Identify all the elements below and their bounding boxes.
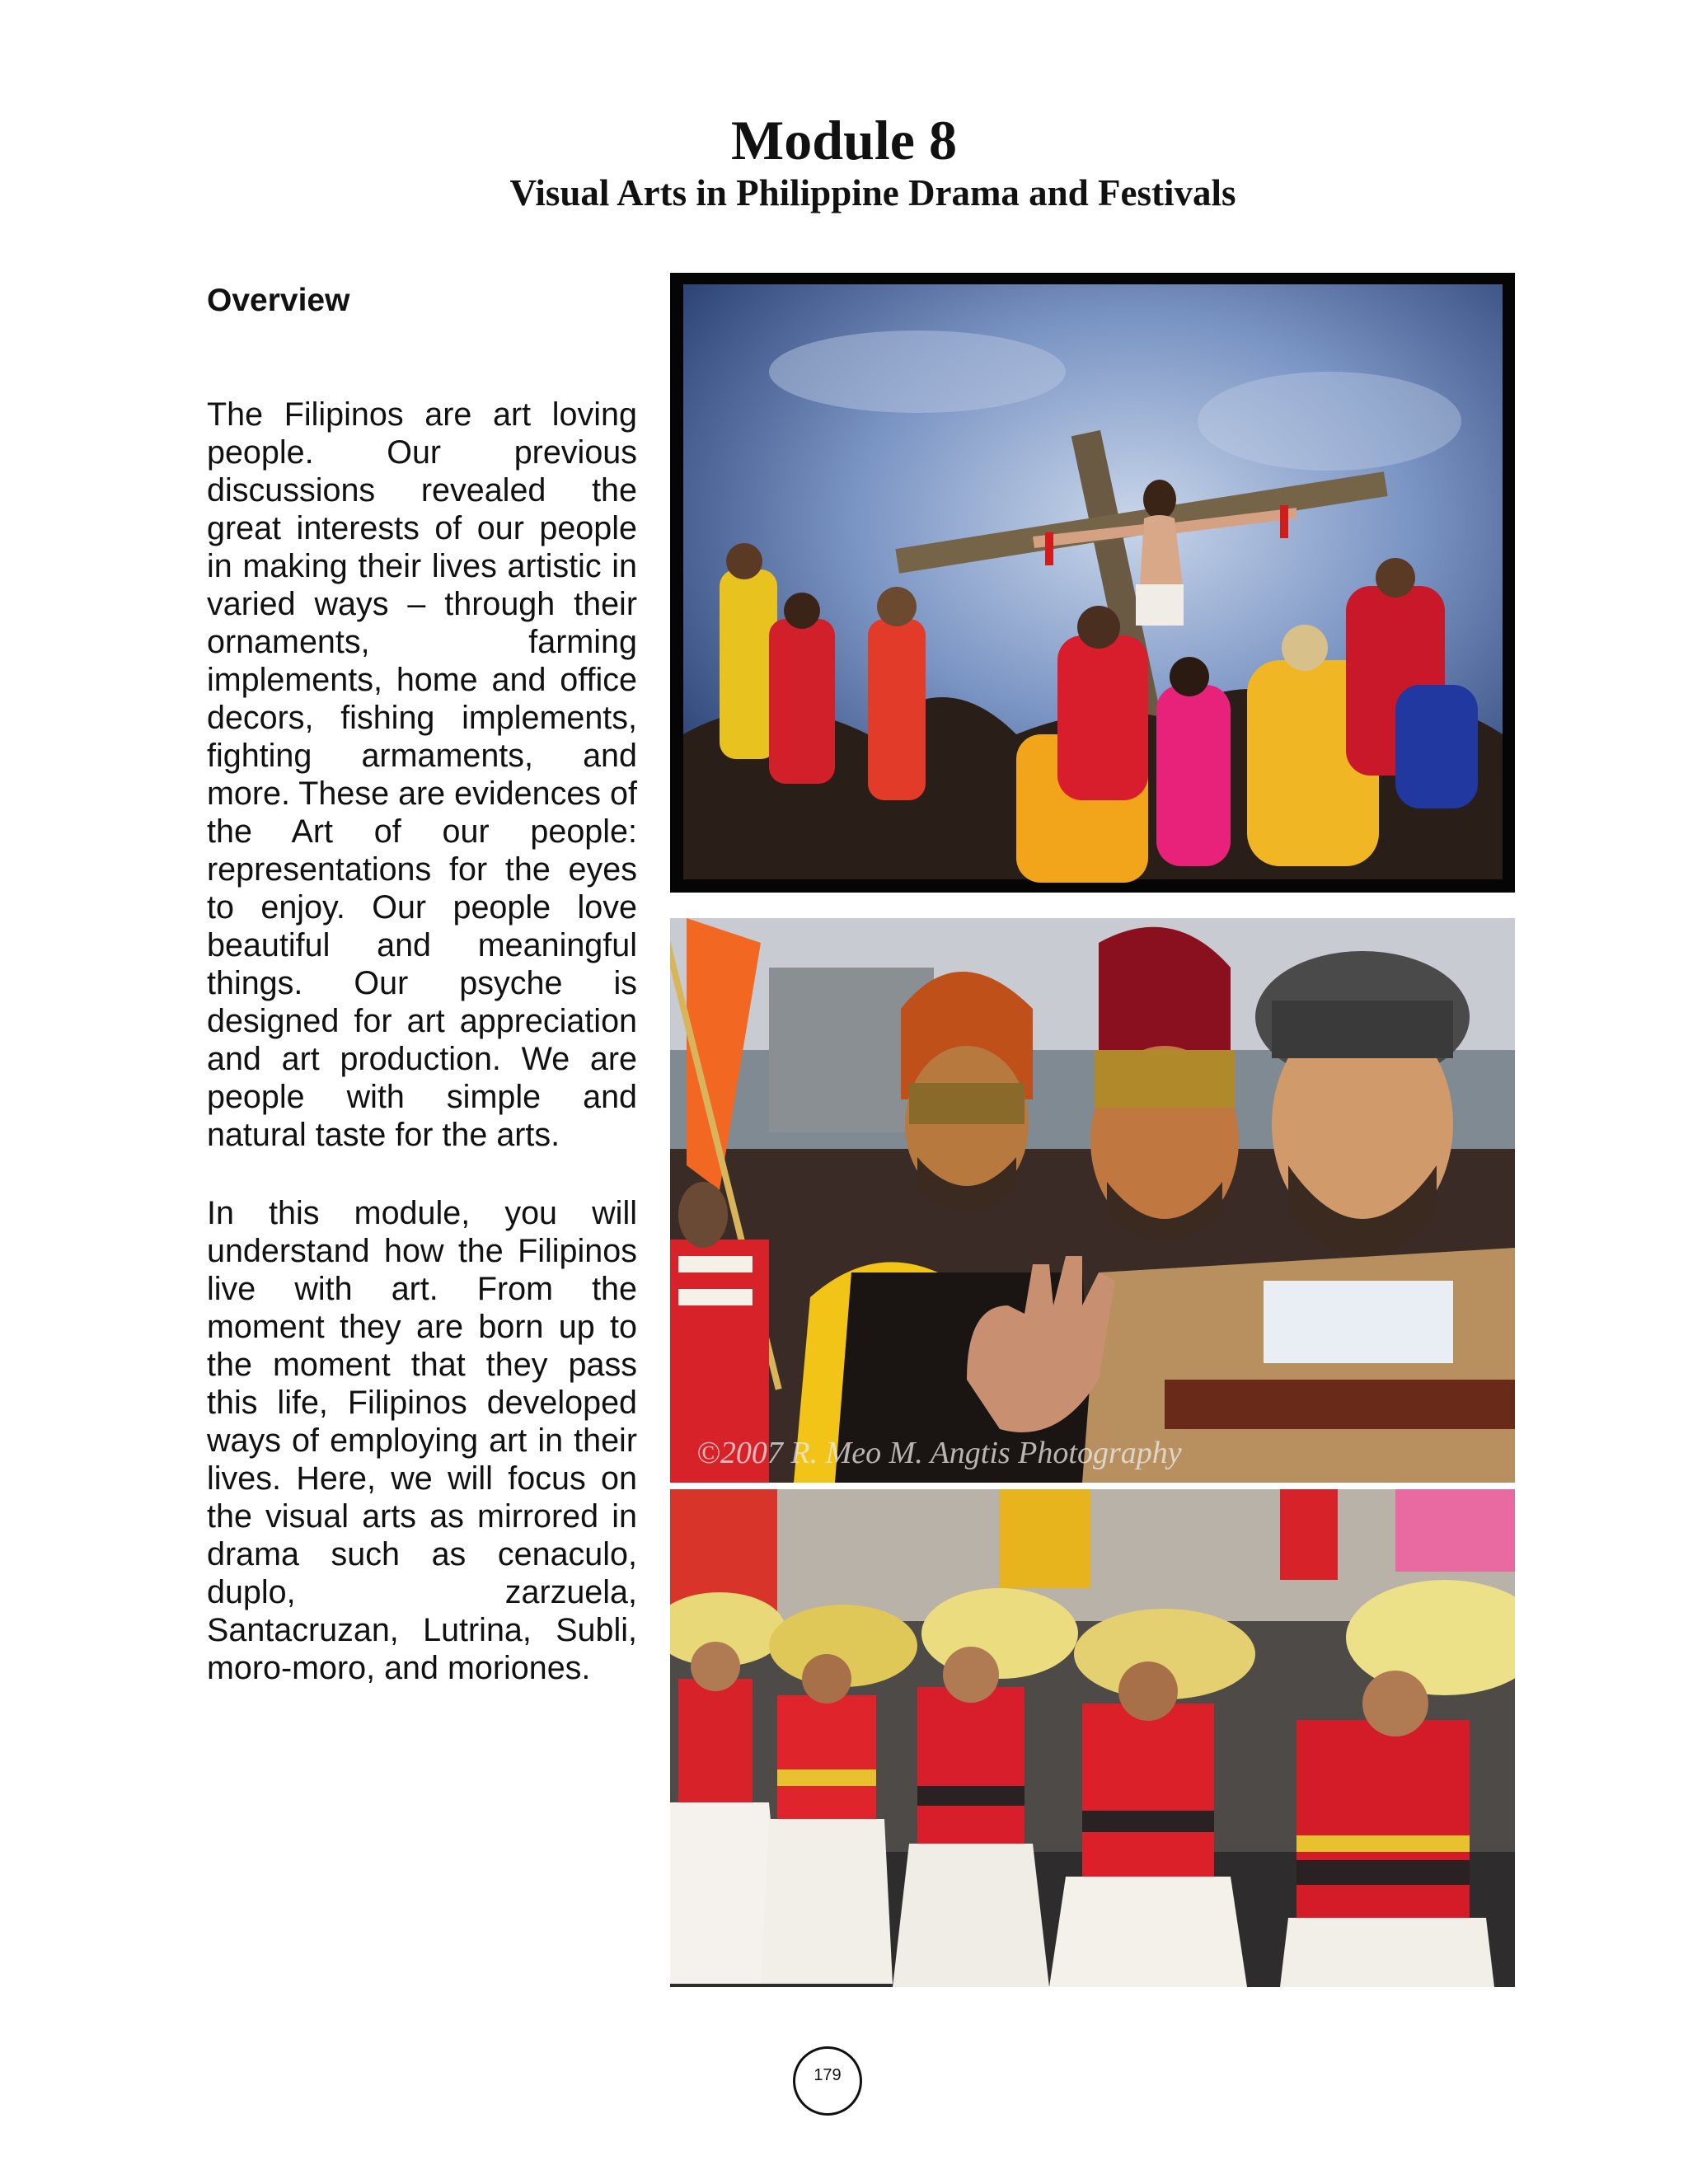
dancers-photo-drawing (670, 1489, 1515, 1987)
photo-festival-dancers (670, 1489, 1515, 1987)
overview-heading: Overview (207, 283, 350, 318)
crucifixion-photo-drawing (670, 273, 1515, 893)
module-title: Module 8 (731, 109, 957, 171)
moriones-photo-drawing (670, 918, 1515, 1483)
module-subtitle: Visual Arts in Philippine Drama and Festivals (509, 172, 1236, 213)
photo-watermark: ©2007 R. Meo M. Angtis Photography (696, 1436, 1182, 1470)
overview-paragraph-1: The Filipinos are art loving people. Our previous discussions revealed the great interests of our people in making their lives artistic in varied ways – through their ornaments, farming implements, home and office decors, fishing implements, fighting armaments, and more. These are evidences of the Art of our people: representations for the eyes to enjoy. Our people love beautiful and meaningful things. Our psyche is designed for art appreciation and art production. We are people with simple and natural taste for the arts. (207, 396, 637, 1153)
overview-paragraph-2: In this module, you will understand how the Filipinos live with art. From the moment they are born up to the moment that they pass this life, Filipinos developed ways of employing art in their lives. Here, we will focus on the visual arts as mirrored in drama such as cenaculo, duplo, zarzuela, Santacruzan, Lutrina, Subli, moro-moro, and moriones. (207, 1195, 637, 1686)
photo-crucifixion-reenactment (670, 273, 1515, 893)
page-number: 179 (814, 2066, 842, 2084)
photo-moriones-masks (670, 918, 1515, 1483)
page-number-badge (793, 2046, 862, 2116)
